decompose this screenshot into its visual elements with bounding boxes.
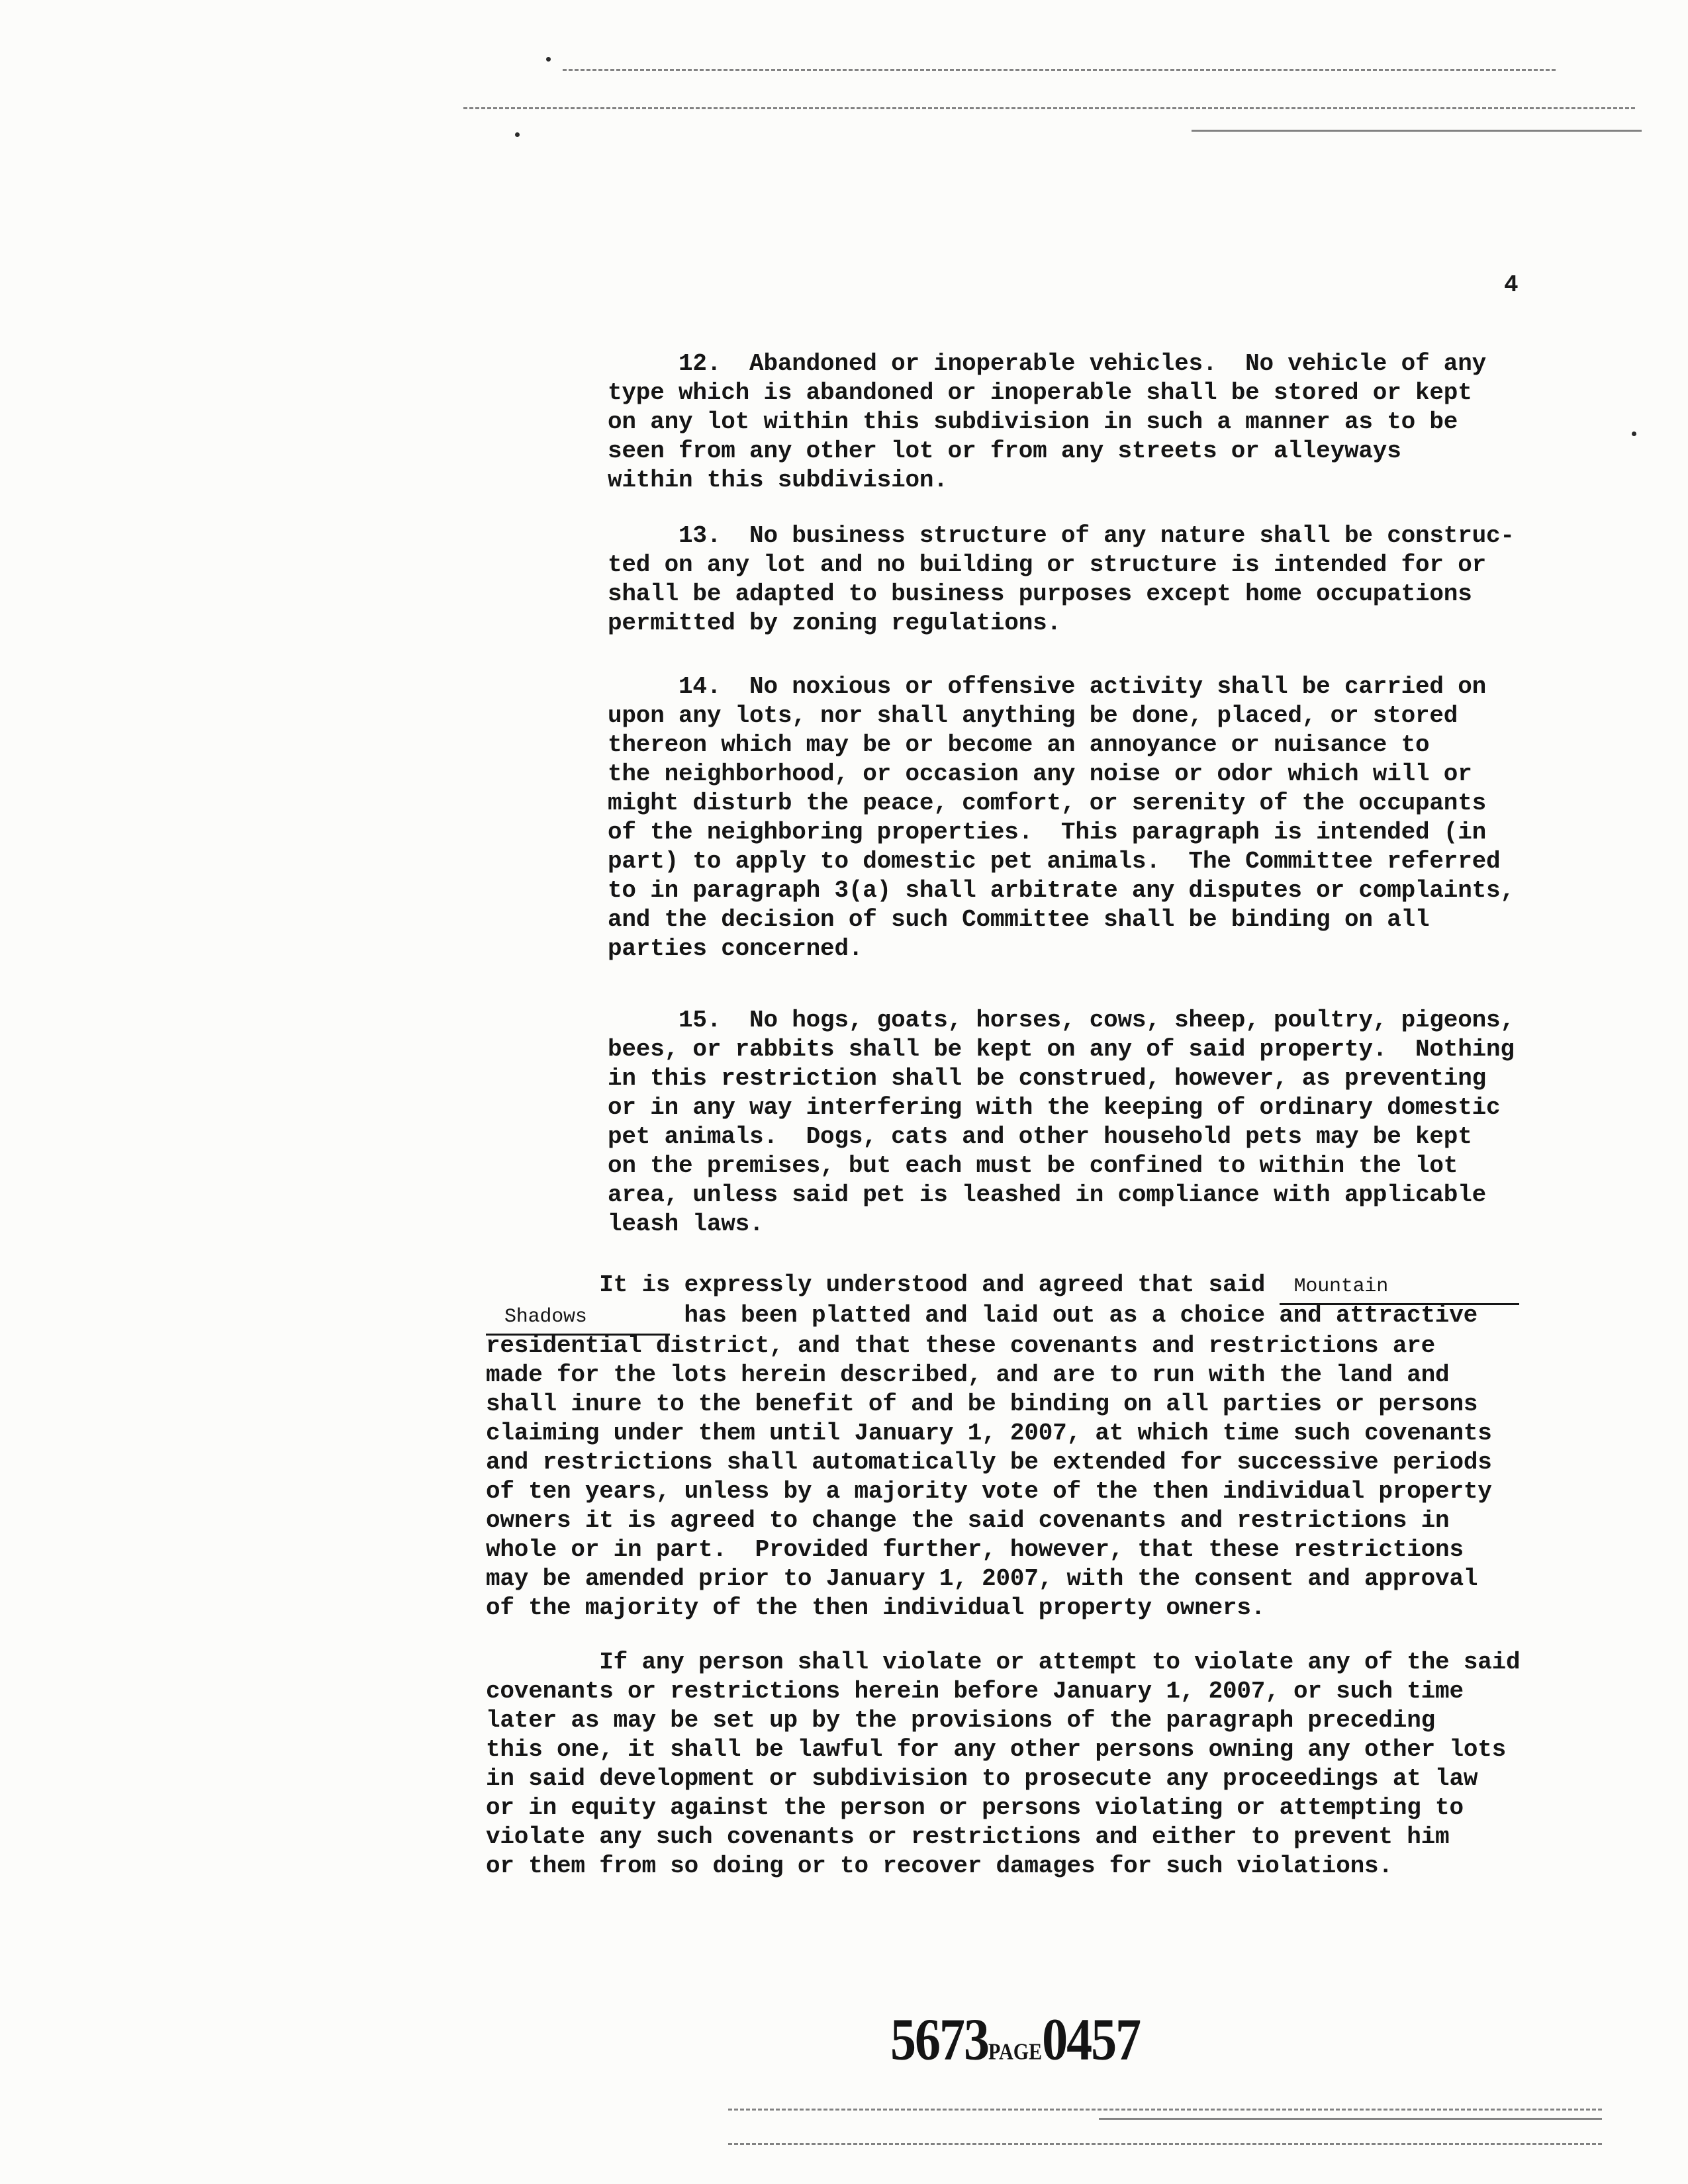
text-line: whole or in part. Provided further, however, that these restrictions [486, 1536, 1464, 1563]
fill-text: Shadows [504, 1306, 587, 1328]
text-line: and restrictions shall automatically be extended for successive periods [486, 1449, 1492, 1476]
text-line: shall inure to the benefit of and be binding on all parties or persons [486, 1390, 1478, 1418]
text-line: to in paragraph 3(a) shall arbitrate any disputes or complaints, [608, 877, 1515, 904]
scan-artifact-top-1 [563, 69, 1556, 71]
blank-fill-subdivision-name-2 [486, 1302, 670, 1332]
text-line: in this restriction shall be construed, however, as preventing [608, 1065, 1487, 1092]
text-line: may be amended prior to January 1, 2007, with the consent and approval [486, 1565, 1478, 1592]
page-reference: 0457 [1042, 2006, 1141, 2073]
text-line: 15. No hogs, goats, horses, cows, sheep, poultry, pigeons, [608, 1007, 1515, 1034]
violation-paragraph [486, 1648, 1520, 1881]
text-line: part) to apply to domestic pet animals. The Committee referred [608, 848, 1501, 875]
text-line: shall be adapted to business purposes except home occupations [608, 580, 1472, 608]
paragraph-15 [608, 1006, 1515, 1239]
scan-artifact-bottom-3 [728, 2143, 1602, 2145]
scan-artifact-top-2 [463, 107, 1635, 109]
scan-speck [1632, 432, 1636, 436]
book-page-stamp [890, 2005, 1140, 2074]
underline [486, 1334, 670, 1336]
text-line: or them from so doing or to recover damages for such violations. [486, 1852, 1393, 1880]
scan-speck [515, 132, 520, 137]
text-line: has been platted and laid out as a choice and attractive [670, 1302, 1478, 1329]
text-line: 14. No noxious or offensive activity shall be carried on [608, 673, 1487, 700]
scan-speck [546, 57, 551, 62]
book-number: 5673 [890, 2006, 988, 2073]
text-line: area, unless said pet is leashed in compliance with applicable [608, 1181, 1487, 1208]
text-line: 12. Abandoned or inoperable vehicles. No vehicle of any [608, 350, 1487, 377]
text-line: upon any lots, nor shall anything be done, placed, or stored [608, 702, 1458, 729]
scan-artifact-bottom-1 [728, 2109, 1602, 2111]
text-line: within this subdivision. [608, 467, 948, 494]
underline [1280, 1303, 1519, 1305]
text-line: on any lot within this subdivision in such a manner as to be [608, 408, 1458, 435]
text-line: of the neighboring properties. This paragraph is intended (in [608, 819, 1487, 846]
text-line: this one, it shall be lawful for any other persons owning any other lots [486, 1736, 1507, 1763]
text-line: thereon which may be or become an annoyance or nuisance to [608, 731, 1430, 758]
text-line: violate any such covenants or restrictions and either to prevent him [486, 1823, 1450, 1850]
text-line: of the majority of the then individual property owners. [486, 1594, 1266, 1621]
page-label: PAGE [988, 2039, 1043, 2065]
covenant-paragraph [486, 1271, 1519, 1623]
text-line: or in equity against the person or persons violating or attempting to [486, 1794, 1464, 1821]
text-line: permitted by zoning regulations. [608, 610, 1061, 637]
text-line: If any person shall violate or attempt to violate any of the said [486, 1649, 1521, 1676]
text-line: bees, or rabbits shall be kept on any of said property. Nothing [608, 1036, 1515, 1063]
text-line: leash laws. [608, 1210, 764, 1238]
text-line: and the decision of such Committee shall be binding on all [608, 906, 1430, 933]
text-line: later as may be set up by the provisions of the paragraph preceding [486, 1707, 1436, 1734]
text-line: It is expressly understood and agreed that said [486, 1271, 1280, 1298]
text-line: covenants or restrictions herein before January 1, 2007, or such time [486, 1678, 1464, 1705]
text-line: on the premises, but each must be confined to within the lot [608, 1152, 1458, 1179]
text-line: the neighborhood, or occasion any noise or odor which will or [608, 760, 1472, 788]
text-line: claiming under them until January 1, 2007, at which time such covenants [486, 1420, 1492, 1447]
paragraph-13 [608, 522, 1515, 638]
text-line: ted on any lot and no building or structure is intended for or [608, 551, 1487, 578]
text-line: made for the lots herein described, and are to run with the land and [486, 1361, 1450, 1388]
text-line: seen from any other lot or from any streets or alleyways [608, 437, 1401, 465]
scan-artifact-top-3 [1192, 130, 1642, 132]
text-line: might disturb the peace, comfort, or serenity of the occupants [608, 790, 1487, 817]
scan-artifact-bottom-2 [1099, 2118, 1602, 2120]
page-number: 4 [1504, 271, 1519, 298]
blank-fill-subdivision-name-1 [1280, 1272, 1519, 1301]
text-line: or in any way interfering with the keeping of ordinary domestic [608, 1094, 1501, 1121]
text-line: in said development or subdivision to prosecute any proceedings at law [486, 1765, 1478, 1792]
paragraph-14 [608, 672, 1515, 964]
text-line: parties concerned. [608, 935, 863, 962]
text-line: of ten years, unless by a majority vote of the then individual property [486, 1478, 1492, 1505]
text-line: 13. No business structure of any nature shall be construc- [608, 522, 1515, 549]
text-line: type which is abandoned or inoperable shall be stored or kept [608, 379, 1472, 406]
text-line: owners it is agreed to change the said covenants and restrictions in [486, 1507, 1450, 1534]
fill-text: Mountain [1293, 1275, 1389, 1298]
text-line: pet animals. Dogs, cats and other household pets may be kept [608, 1123, 1472, 1150]
text-line: residential district, and that these covenants and restrictions are [486, 1332, 1436, 1359]
paragraph-12 [608, 349, 1486, 495]
